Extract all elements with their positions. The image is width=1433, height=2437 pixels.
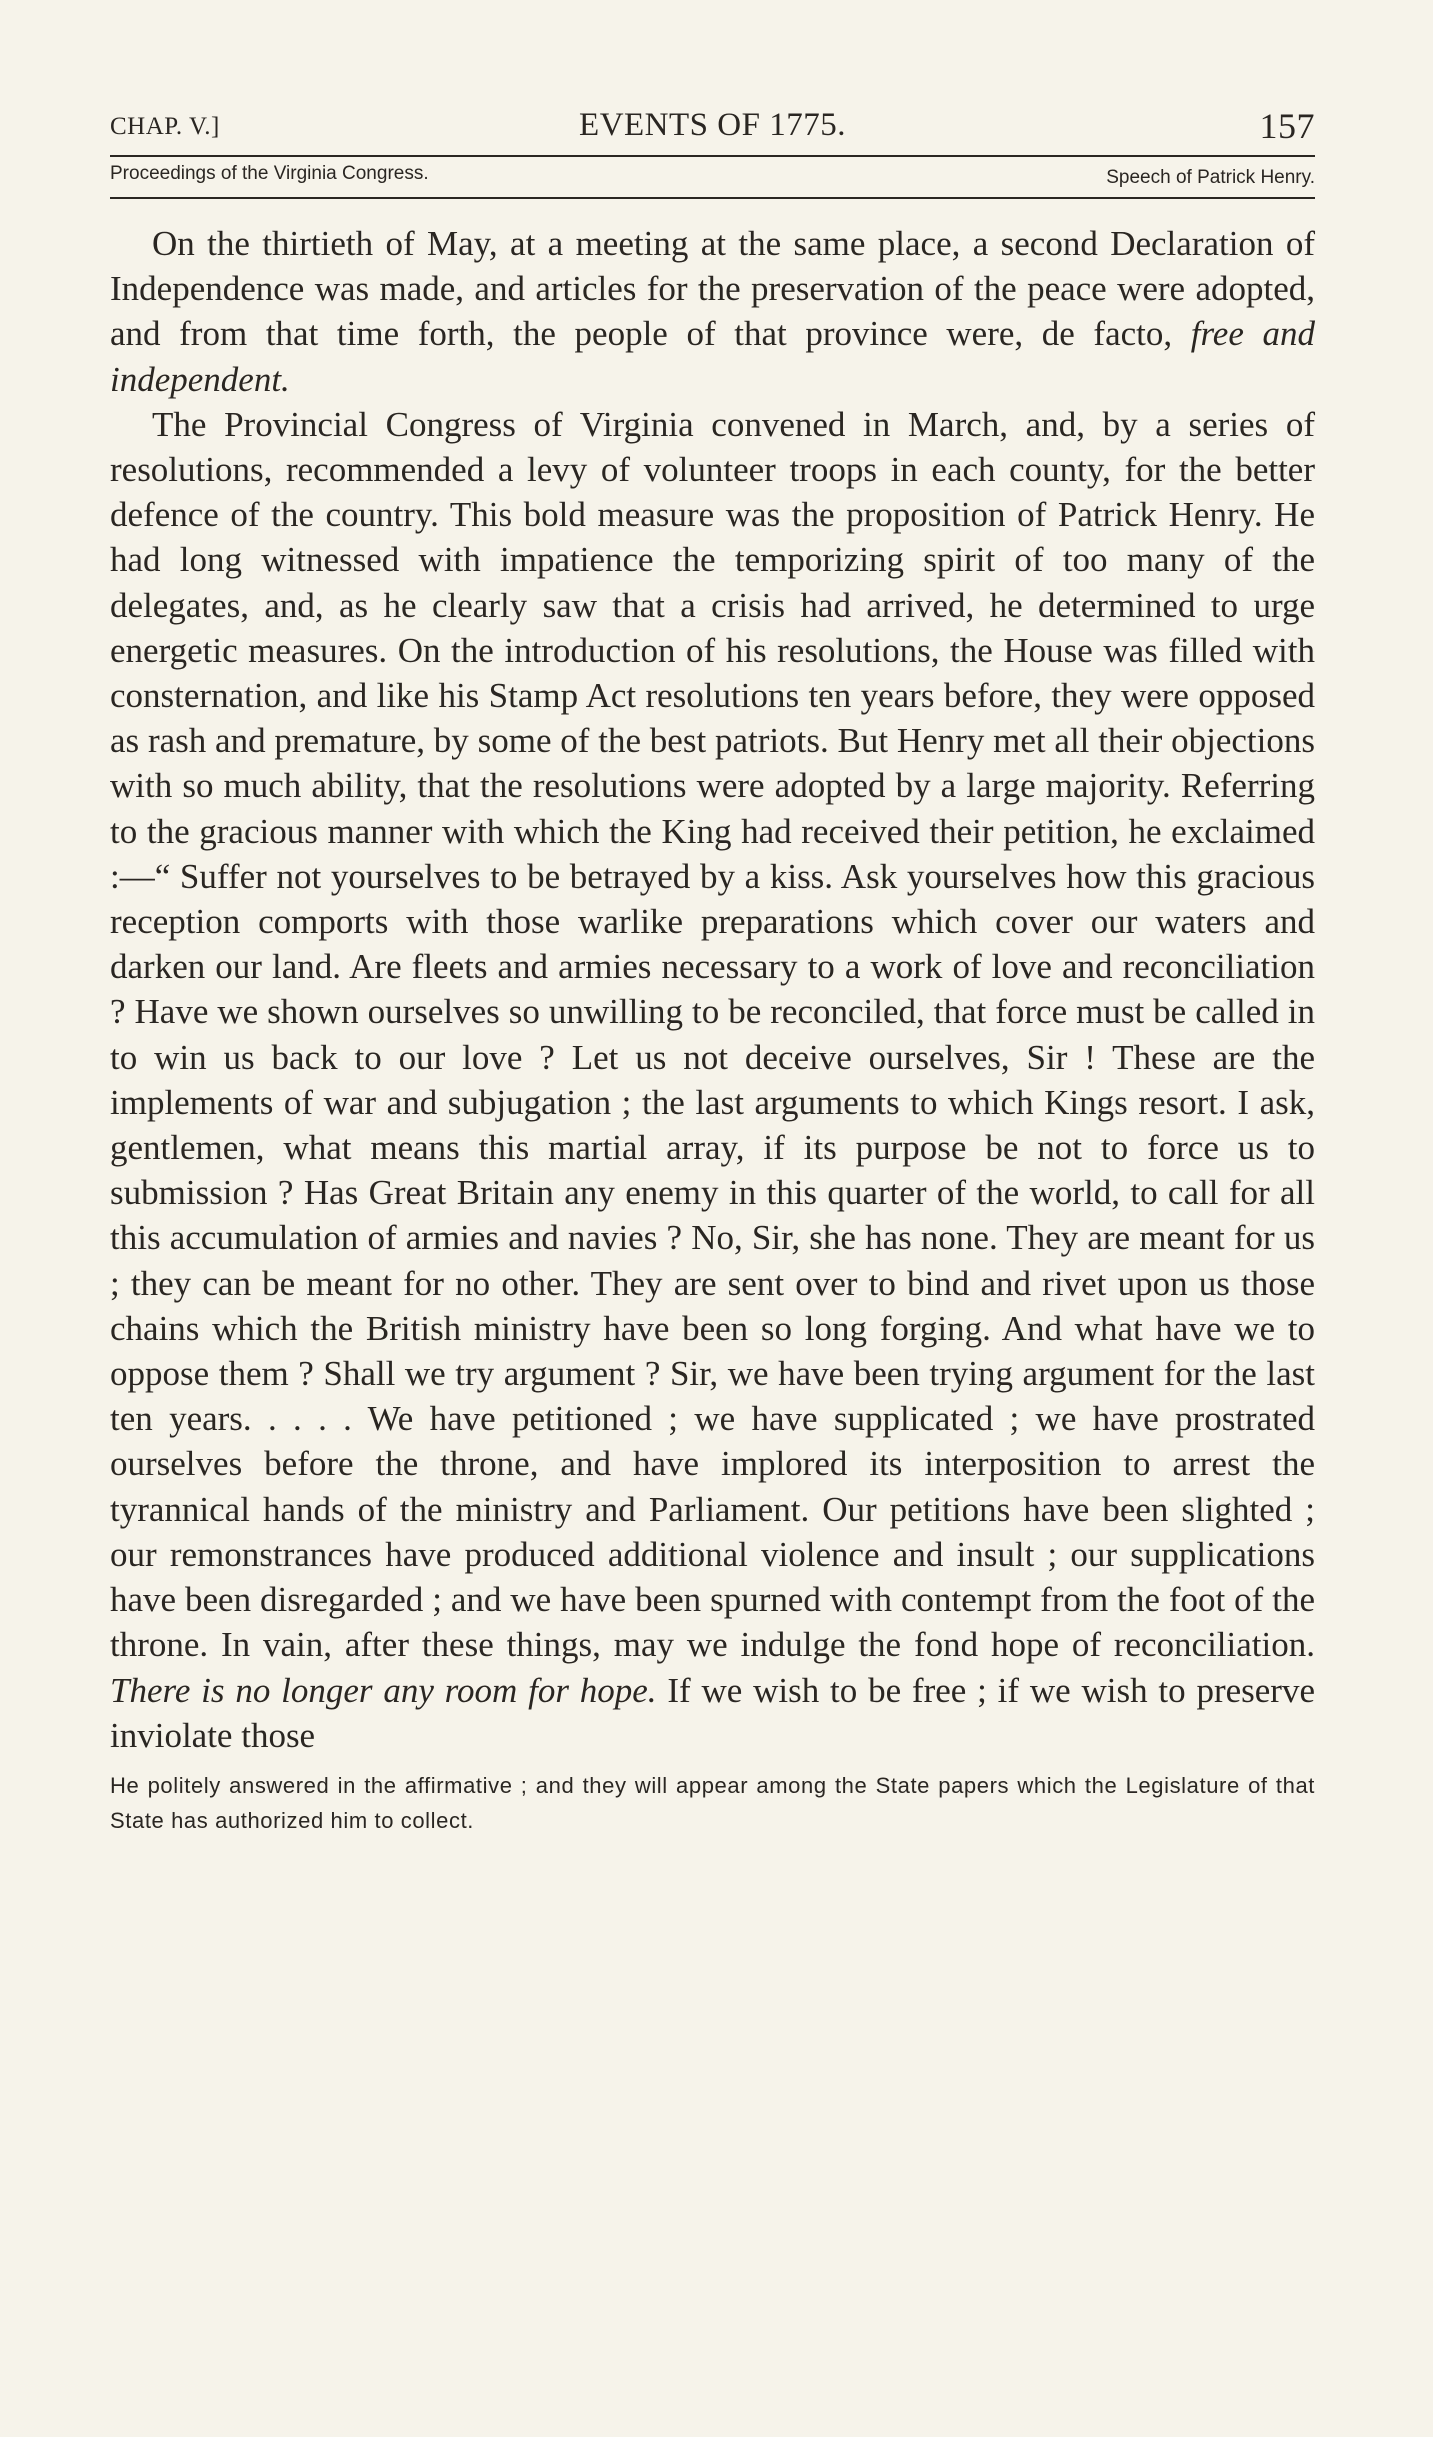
right-subhead: Speech of Patrick Henry.: [1106, 167, 1315, 188]
paragraph-2: [110, 402, 1315, 1758]
section-subheads: [110, 157, 1315, 195]
footnote: He politely answered in the affirmative ; and they will appear among the State papers which the Legislature of that State has authorized him to collect.: [110, 1772, 1315, 1833]
left-subhead: Proceedings of the Virginia Congress.: [110, 163, 429, 184]
paragraph-1-text: On the thirtieth of May, at a meeting at the same place, a second Declaration of Independence was made, and articles for the preservation of the peace were adopted, and from that time forth, the people of that province were, de facto,: [110, 224, 1315, 354]
running-head: [110, 95, 1315, 155]
body-text: [110, 221, 1315, 1758]
page-number: 157: [1259, 106, 1315, 146]
subhead-rule: [110, 197, 1315, 199]
paragraph-2-italic: There is no longer any room for hope.: [110, 1670, 657, 1710]
running-title: EVENTS OF 1775.: [579, 107, 846, 143]
paragraph-1: [110, 221, 1315, 402]
chapter-label: CHAP. V.]: [110, 113, 220, 140]
paragraph-2-text: The Provincial Congress of Virginia convened in March, and, by a series of resolutions, recommended a levy of volunteer troops in each county, for the better defence of the country. This bold measure was the proposition of Patrick Henry. He had long witnessed with impatience the temporizing spirit of too many of the delegates, and, as he clearly saw that a crisis had arrived, he determined to urge energetic measures. On the introduction of his resolutions, the House was filled with consternation, and like his Stamp Act resolutions ten years before, they were opposed as rash and premature, by some of the best patriots. But Henry met all their objections with so much ability, that the resolutions were adopted by a large majority. Referring to the gracious manner with which the King had received their petition, he exclaimed :—“ Suffer not yourselves to be betrayed by a kiss. Ask yourselves how this gracious reception comports with those warlike preparations which cover our waters and darken our land. Are fleets and armies necessary to a work of love and reconciliation ? Have we shown ourselves so unwilling to be reconciled, that force must be called in to win us back to our love ? Let us not deceive ourselves, Sir ! These are the implements of war and subjugation ; the last arguments to which Kings resort. I ask, gentlemen, what means this martial array, if its purpose be not to force us to submission ? Has Great Britain any enemy in this quarter of the world, to call for all this accumulation of armies and navies ? No, Sir, she has none. They are meant for us ; they can be meant for no other. They are sent over to bind and rivet upon us those chains which the British ministry have been so long forging. And what have we to oppose them ? Shall we try argument ? Sir, we have been trying argument for the last ten years. . . . . We have petitioned ; we have supplicated ; we have prostrated ourselves before the throne, and have implored its interposition to arrest the tyrannical hands of the ministry and Parliament. Our petitions have been slighted ; our remonstrances have produced additional violence and insult ; our supplications have been disregarded ; and we have been spurned with contempt from the foot of the throne. In vain, after these things, may we indulge the fond hope of reconciliation.: [110, 404, 1315, 1665]
paragraph-1-italic: free and independent.: [110, 314, 1315, 399]
book-page: [110, 95, 1315, 1838]
paragraph-2-tail: If we wish to be free ; if we wish to preserve inviolate those: [110, 1670, 1315, 1755]
